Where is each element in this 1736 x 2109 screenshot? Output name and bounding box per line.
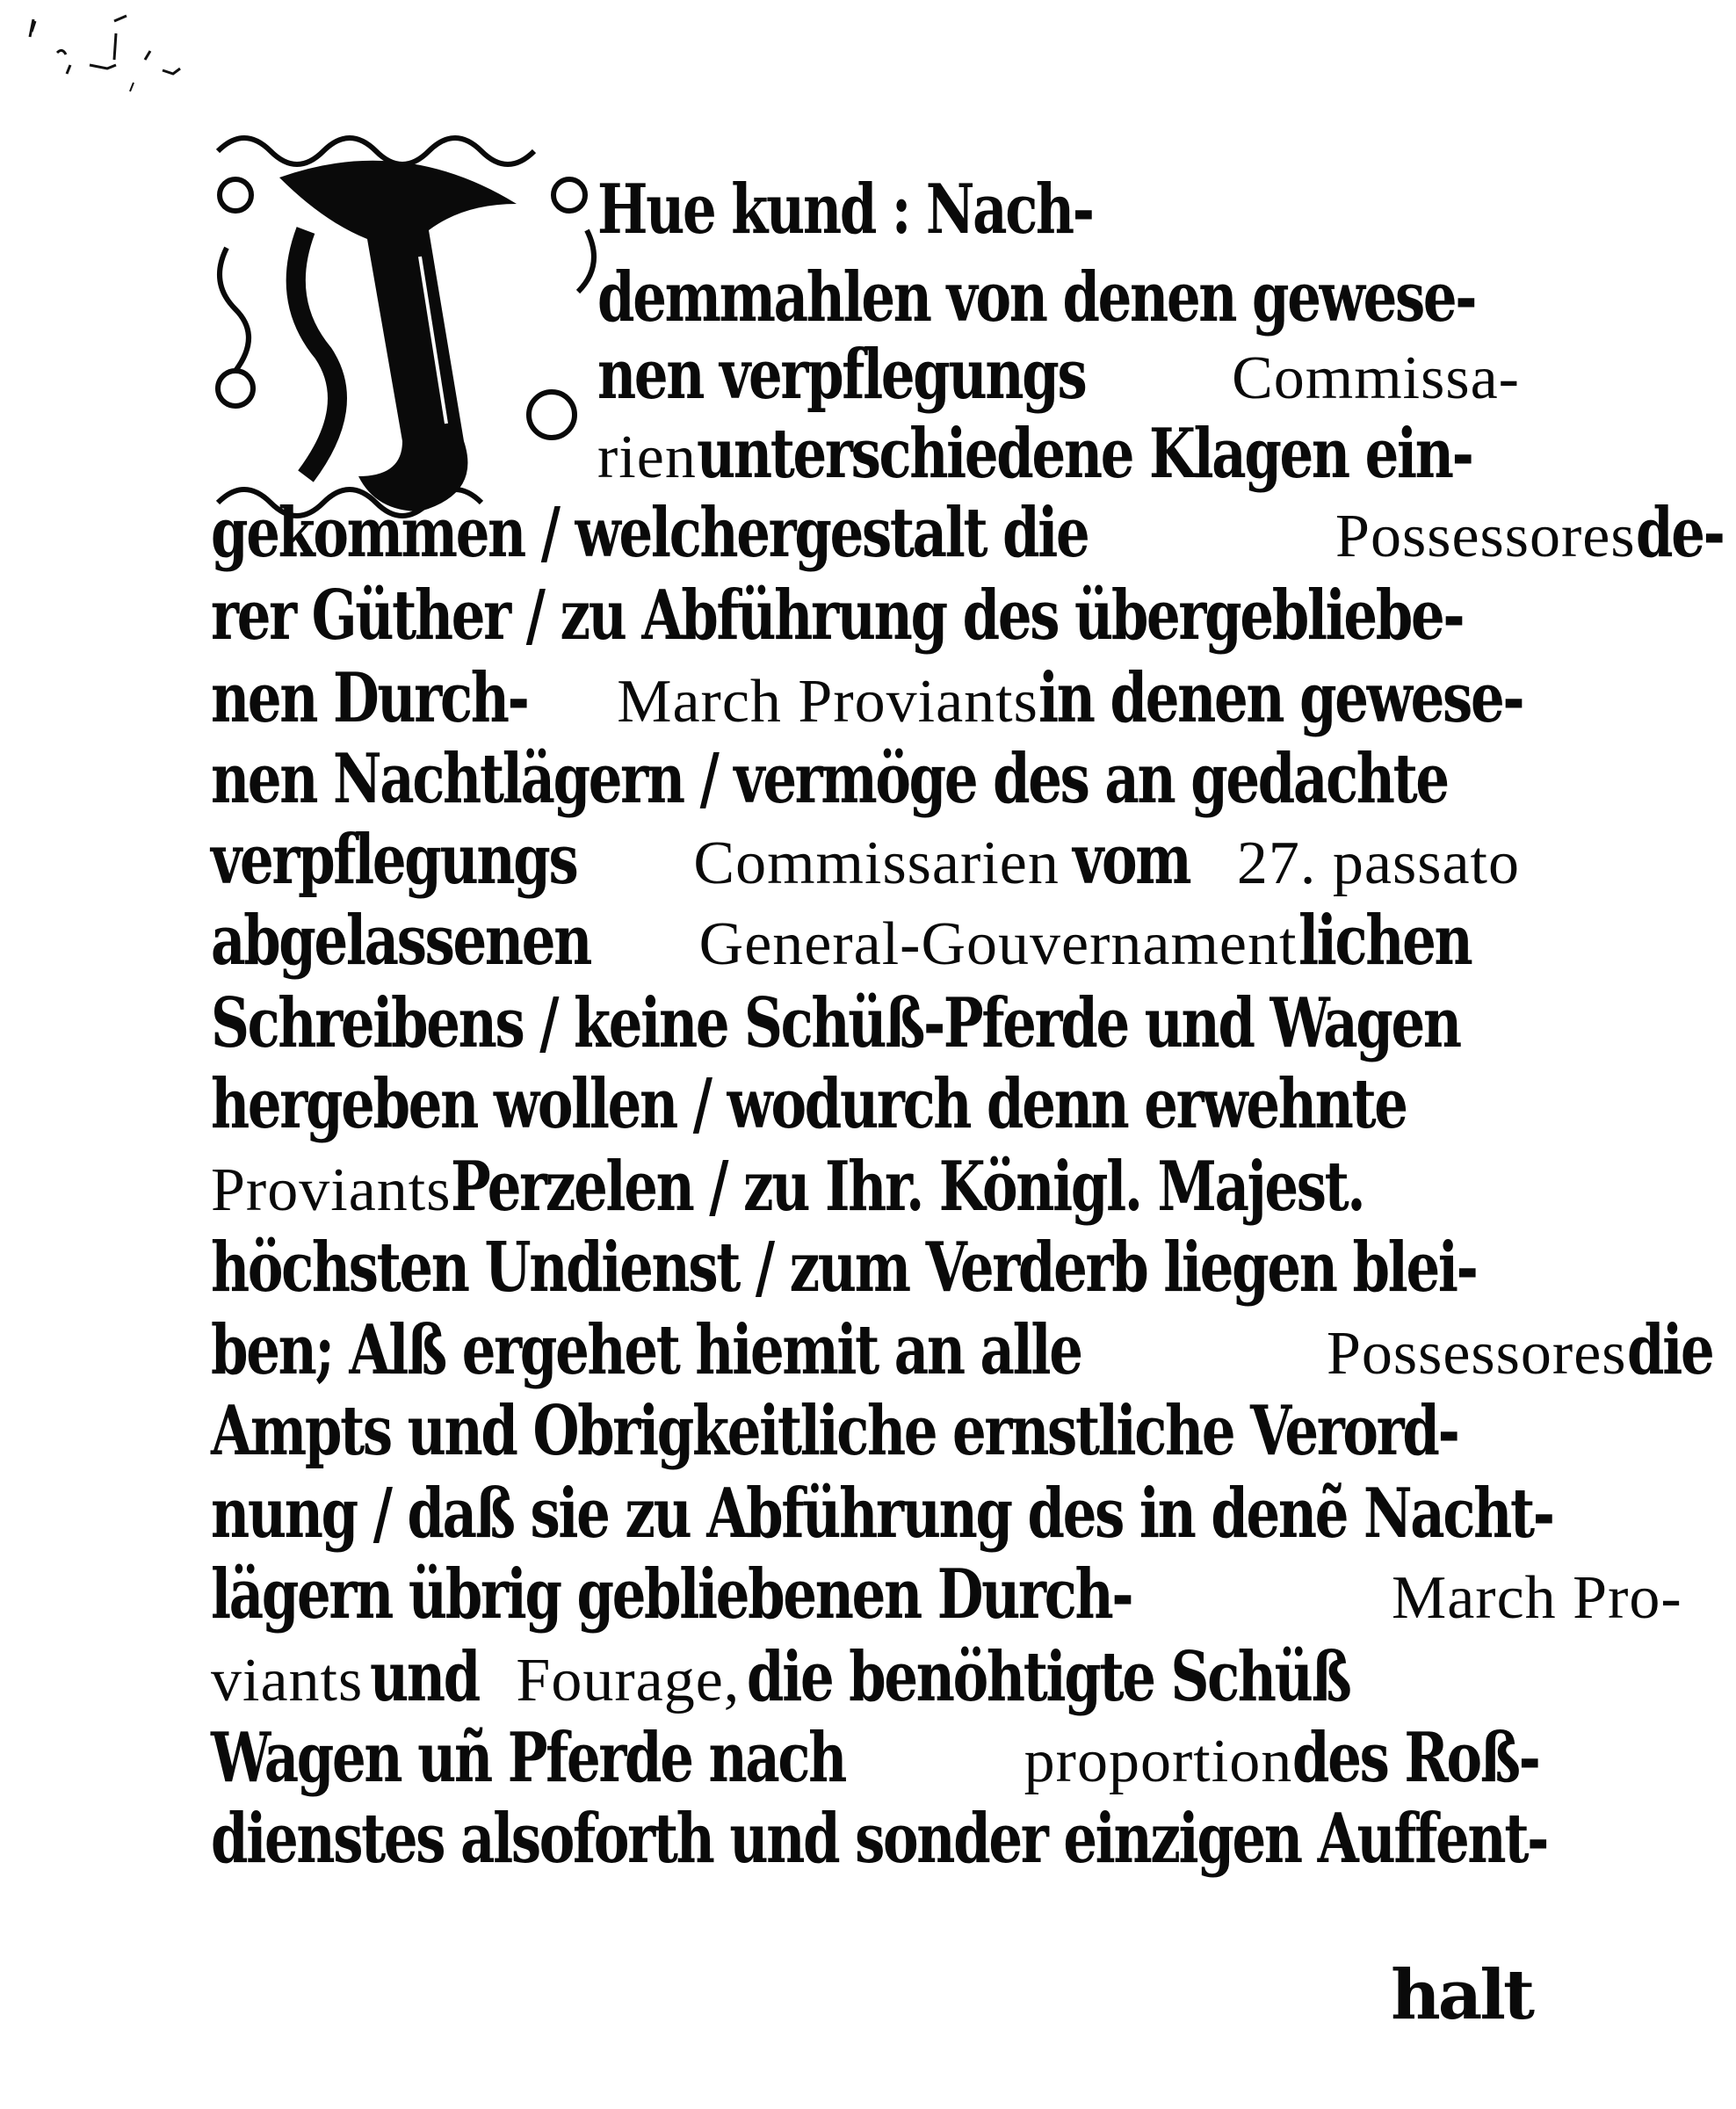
roman-segment: Proviants: [211, 1156, 452, 1224]
blackletter-segment: Ampts und Obrigkeitliche ernstliche Verord-: [211, 1391, 1458, 1471]
roman-segment: Possessores: [1335, 503, 1636, 570]
blackletter-segment: nen Durch-: [211, 658, 528, 738]
text-line: [211, 1555, 1682, 1634]
text-line: [211, 658, 1523, 738]
blackletter-segment: dienstes alsoforth und sonder einzigen Auffent-: [211, 1799, 1547, 1879]
blackletter-segment: gekommen / welchergestalt die: [211, 493, 1089, 573]
roman-segment: rien: [597, 424, 697, 491]
blackletter-segment: höchsten Undienst / zum Verderb liegen blei-: [211, 1228, 1477, 1308]
roman-segment: March Proviants: [617, 668, 1038, 736]
blackletter-segment: Wagen uñ Pferde nach: [211, 1718, 846, 1798]
text-line: [597, 335, 1520, 415]
text-line: [211, 1474, 1553, 1554]
text-line: [211, 1228, 1520, 1308]
text-line: [211, 901, 1520, 981]
blackletter-segment: Perzelen / zu Ihr. Königl. Majest.: [451, 1147, 1364, 1227]
blackletter-segment: Schreibens / keine Schüß-Pferde und Wagen: [211, 983, 1460, 1063]
roman-segment: 27. passato: [1236, 830, 1520, 897]
blackletter-segment: unterschiedene Klagen ein-: [696, 414, 1472, 494]
blackletter-segment: nung / daß sie zu Abführung des in denẽ Nacht-: [211, 1474, 1553, 1554]
blackletter-segment: demmahlen von denen gewese-: [597, 257, 1476, 337]
text-line: [211, 493, 1724, 573]
text-line: [597, 170, 1520, 250]
blackletter-segment: lichen: [1298, 901, 1472, 981]
blackletter-segment: die: [1626, 1310, 1712, 1390]
blackletter-segment: nen verpflegungs: [597, 335, 1086, 415]
blackletter-segment: hergeben wollen / wodurch denn erwehnte: [211, 1064, 1407, 1144]
text-line: [211, 576, 1520, 656]
ornament-icon: [200, 125, 604, 529]
blackletter-segment: ben; Alß ergehet hiemit an alle: [211, 1310, 1081, 1390]
blackletter-segment: nen Nachtlägern / vermöge des an gedachte: [211, 739, 1448, 819]
blackletter-segment: des Roß-: [1292, 1718, 1539, 1798]
margin-handwriting: [9, 7, 184, 95]
roman-segment: Possessores: [1326, 1320, 1627, 1388]
blackletter-segment: die benöhtigte Schüß: [746, 1637, 1350, 1717]
blackletter-segment: Hue kund : Nach-: [597, 170, 1093, 250]
blackletter-segment: lägern übrig gebliebenen Durch-: [211, 1555, 1132, 1634]
blackletter-segment: abgelassenen: [211, 901, 591, 981]
text-line: [211, 983, 1520, 1063]
text-line: [211, 1310, 1712, 1390]
roman-segment: General-Gouvernament: [698, 910, 1298, 978]
blackletter-segment: verpflegungs: [211, 820, 577, 900]
text-line: [597, 414, 1520, 494]
blackletter-segment: und: [369, 1637, 479, 1717]
text-line: [211, 739, 1520, 819]
roman-segment: March Pro-: [1391, 1564, 1682, 1632]
text-line: [211, 1391, 1520, 1471]
blackletter-segment: vom: [1073, 820, 1190, 900]
text-line: [211, 1799, 1547, 1879]
roman-segment: proportion: [1024, 1728, 1293, 1795]
decorated-initial-letter: [200, 125, 604, 529]
text-line: [211, 1718, 1539, 1798]
catchword: halt: [1391, 1955, 1532, 2035]
text-line: [211, 820, 1520, 900]
text-line: [211, 1064, 1520, 1144]
text-line: [211, 1147, 1520, 1227]
roman-segment: Commissa-: [1232, 344, 1520, 412]
blackletter-segment: de-: [1635, 493, 1724, 573]
roman-segment: viants: [211, 1647, 364, 1714]
text-line: [597, 257, 1520, 337]
text-line: [211, 1637, 1520, 1717]
blackletter-segment: rer Güther / zu Abführung des übergebliebe-: [211, 576, 1464, 656]
blackletter-segment: in denen gewese-: [1038, 658, 1523, 738]
roman-segment: Commissarien: [693, 830, 1060, 897]
roman-segment: Fourage,: [516, 1647, 741, 1714]
